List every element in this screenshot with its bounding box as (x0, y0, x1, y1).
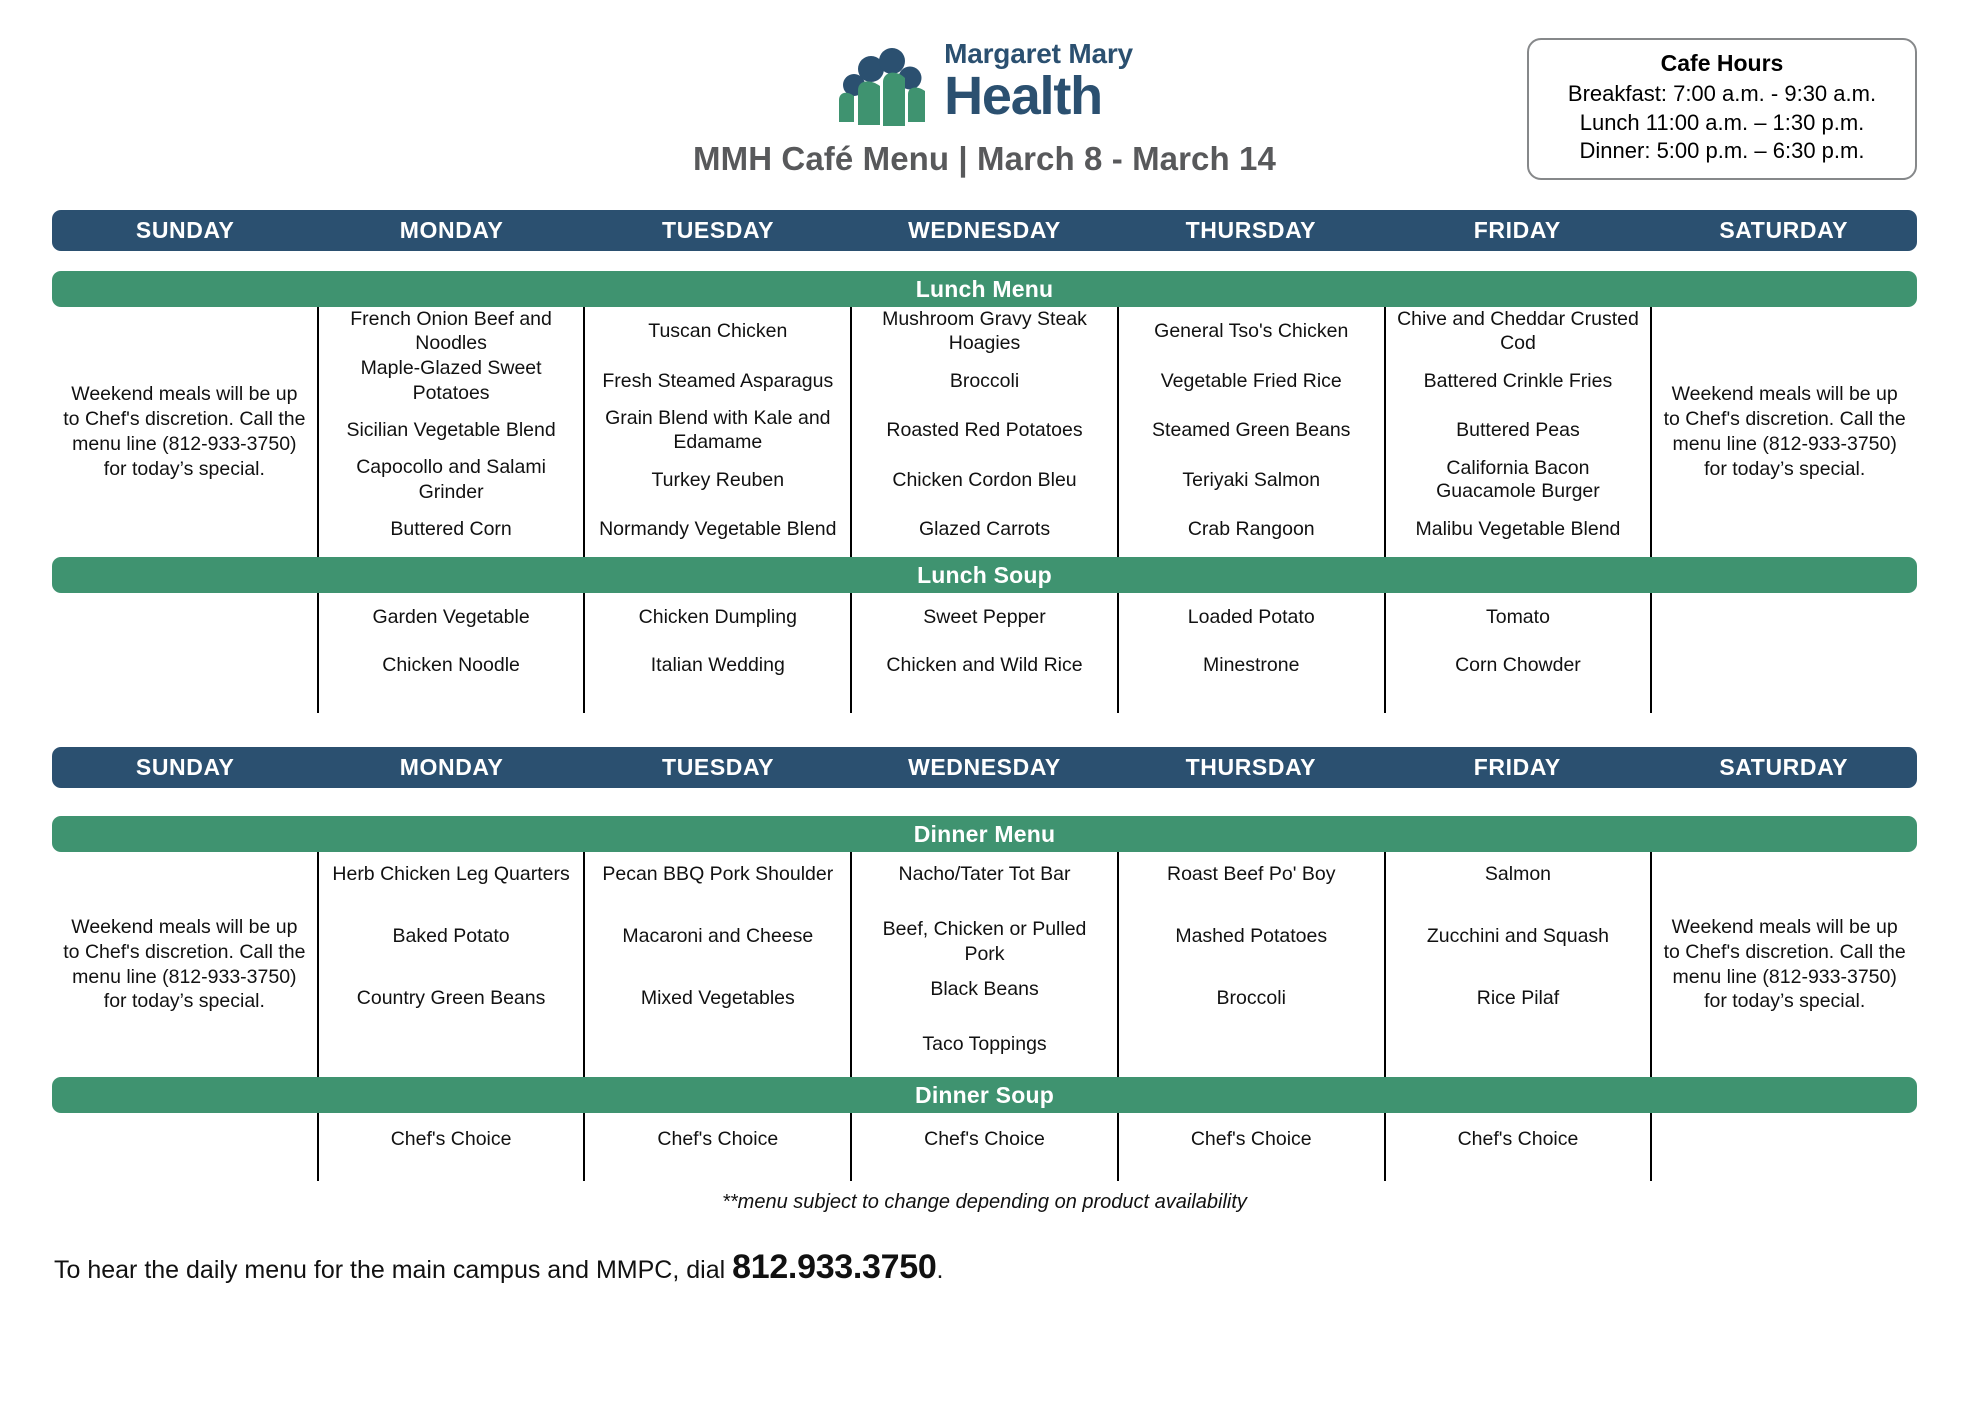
lunch-soup-row (52, 593, 1917, 713)
menu-item: Sicilian Vegetable Blend (346, 419, 556, 442)
menu-item: Malibu Vegetable Blend (1415, 518, 1621, 541)
brand-name-top: Margaret Mary (944, 37, 1133, 69)
menu-item: Chicken and Wild Rice (886, 653, 1083, 676)
brand-block (605, 34, 1365, 178)
menu-item: Salmon (1484, 863, 1552, 885)
menu-item: Crab Rangoon (1187, 518, 1315, 541)
dinner-soup-cell-sunday (52, 1113, 317, 1181)
lunch-items-tuesday (594, 307, 841, 557)
lunch-soup-cell-monday (317, 593, 586, 713)
menu-item: Tuscan Chicken (648, 320, 788, 343)
day-header-row-bottom (52, 747, 1917, 788)
menu-item: Glazed Carrots (918, 518, 1051, 541)
dinner-soup-cell-thursday (1119, 1113, 1386, 1181)
menu-item: Chef's Choice (1457, 1127, 1579, 1150)
dinner-cell-monday (317, 852, 586, 1077)
lunch-items-wednesday (861, 307, 1108, 557)
lunch-cell-sunday (52, 307, 317, 557)
menu-item: Grain Blend with Kale and Edamame (605, 407, 831, 453)
lunch-items-thursday (1128, 307, 1375, 557)
day-header-tuesday-2: TUESDAY (662, 754, 775, 780)
lunch-soup-cell-thursday (1119, 593, 1386, 713)
day-header-sunday-2: SUNDAY (135, 754, 235, 780)
dinner-soup-row (52, 1113, 1917, 1181)
lunch-cell-saturday (1652, 307, 1917, 557)
menu-item: Steamed Green Beans (1152, 419, 1351, 442)
menu-item: Country Green Beans (356, 987, 546, 1009)
dinner-items-monday (328, 852, 575, 1077)
menu-line-period: . (936, 1256, 944, 1284)
day-header-monday-2: MONDAY (399, 754, 504, 780)
menu-item: Corn Chowder (1455, 653, 1581, 676)
dinner-soup-cell-wednesday (852, 1113, 1119, 1181)
page-header (52, 0, 1917, 210)
day-header-monday: MONDAY (399, 217, 504, 243)
menu-item: Pecan BBQ Pork Shoulder (602, 863, 834, 885)
menu-item: Zucchini and Squash (1426, 925, 1610, 947)
dinner-soup-items-thursday (1128, 1113, 1375, 1181)
dinner-soup-items-monday (328, 1113, 575, 1181)
menu-item: General Tso's Chicken (1154, 320, 1349, 343)
menu-item: Taco Toppings (922, 1032, 1047, 1055)
dinner-soup-cell-monday (317, 1113, 586, 1181)
menu-line-footer (52, 1248, 1917, 1287)
menu-item: Mushroom Gravy Steak Hoagies (882, 308, 1087, 354)
menu-item: Nacho/Tater Tot Bar (898, 863, 1071, 885)
cafe-hours-title: Cafe Hours (1660, 50, 1784, 76)
menu-item: Fresh Steamed Asparagus (602, 369, 834, 392)
lunch-cell-thursday (1119, 307, 1386, 557)
lunch-soup-cell-saturday (1652, 593, 1917, 713)
menu-item: Chef's Choice (657, 1127, 779, 1150)
brand-row (605, 34, 1365, 130)
menu-item: Battered Crinkle Fries (1423, 369, 1613, 392)
cafe-hours-breakfast: Breakfast: 7:00 a.m. - 9:30 a.m. (1567, 81, 1877, 106)
menu-item: Mashed Potatoes (1175, 925, 1328, 947)
menu-item: Chive and Cheddar Crusted Cod (1397, 308, 1639, 354)
menu-item: Capocollo and Salami Grinder (356, 456, 546, 504)
lunch-soup-items-tuesday (594, 593, 841, 713)
menu-item: Chef's Choice (390, 1127, 512, 1150)
dinner-items-tuesday (594, 852, 841, 1077)
menu-item: Normandy Vegetable Blend (599, 518, 837, 541)
section-bar-dinner-menu: Dinner Menu (52, 816, 1917, 852)
dinner-soup-cell-tuesday (585, 1113, 852, 1181)
weekend-note-dinner-sunday: Weekend meals will be up to Chef's discretion. Call the menu line (812-933-3750) for today’s special. (63, 915, 306, 1013)
page-title: MMH Café Menu | March 8 - March 14 (693, 140, 1276, 177)
brand-wordmark (944, 37, 1133, 126)
menu-item: Broccoli (1216, 987, 1286, 1009)
section-bar-lunch-soup: Lunch Soup (52, 557, 1917, 593)
lunch-soup-items-friday (1395, 593, 1642, 713)
menu-item: Teriyaki Salmon (1182, 468, 1321, 491)
menu-item: Mixed Vegetables (640, 987, 795, 1009)
dinner-items-thursday (1128, 852, 1375, 1077)
menu-item: Beef, Chicken or Pulled Pork (882, 918, 1087, 965)
lunch-soup-items-wednesday (861, 593, 1108, 713)
menu-item: Chicken Noodle (382, 653, 520, 676)
menu-item: Broccoli (949, 369, 1020, 392)
lunch-menu-row (52, 307, 1917, 557)
menu-item: Maple-Glazed Sweet Potatoes (360, 357, 542, 405)
dinner-cell-saturday (1652, 852, 1917, 1077)
menu-item: Vegetable Fried Rice (1160, 369, 1342, 392)
menu-item: Turkey Reuben (651, 468, 785, 491)
people-group-logo-icon (836, 38, 928, 126)
lunch-cell-tuesday (585, 307, 852, 557)
lunch-soup-cell-friday (1386, 593, 1653, 713)
day-header-wednesday-2: WEDNESDAY (908, 754, 1061, 780)
menu-line-phone: 812.933.3750 (732, 1248, 937, 1286)
lunch-cell-wednesday (852, 307, 1119, 557)
cafe-hours-dinner: Dinner: 5:00 p.m. – 6:30 p.m. (1579, 138, 1865, 164)
menu-item: California Bacon Guacamole Burger (1436, 456, 1600, 503)
cafe-hours-box (1527, 38, 1917, 180)
menu-item: Tomato (1485, 605, 1550, 628)
section-bar-lunch-menu: Lunch Menu (52, 271, 1917, 307)
dinner-cell-friday (1386, 852, 1653, 1077)
dinner-soup-cell-friday (1386, 1113, 1653, 1181)
menu-item: Chef's Choice (1190, 1127, 1312, 1150)
dinner-cell-wednesday (852, 852, 1119, 1077)
dinner-menu-row (52, 852, 1917, 1077)
menu-item: Roast Beef Po' Boy (1166, 863, 1336, 885)
dinner-soup-items-friday (1395, 1113, 1642, 1181)
menu-item: Garden Vegetable (372, 605, 530, 628)
day-header-sunday: SUNDAY (135, 217, 235, 243)
lunch-soup-cell-wednesday (852, 593, 1119, 713)
menu-item: Rice Pilaf (1476, 987, 1560, 1009)
day-header-friday: FRIDAY (1473, 217, 1561, 243)
day-header-saturday-2: SATURDAY (1719, 754, 1849, 780)
dinner-soup-items-tuesday (594, 1113, 841, 1181)
day-header-wednesday: WEDNESDAY (908, 217, 1061, 243)
lunch-soup-cell-tuesday (585, 593, 852, 713)
lunch-cell-friday (1386, 307, 1653, 557)
weekend-note-lunch-saturday: Weekend meals will be up to Chef's discretion. Call the menu line (812-933-3750) for today’s special. (1663, 383, 1906, 480)
day-header-thursday-2: THURSDAY (1185, 754, 1317, 780)
day-header-thursday: THURSDAY (1185, 217, 1317, 243)
dinner-soup-items-wednesday (861, 1113, 1108, 1181)
lunch-soup-items-thursday (1128, 593, 1375, 713)
menu-item: Italian Wedding (650, 653, 785, 676)
menu-item: Minestrone (1203, 653, 1300, 676)
lunch-soup-cell-sunday (52, 593, 317, 713)
menu-item: Loaded Potato (1187, 605, 1315, 628)
weekend-note-dinner-saturday: Weekend meals will be up to Chef's discretion. Call the menu line (812-933-3750) for today’s special. (1663, 915, 1906, 1013)
menu-item: French Onion Beef and Noodles (350, 308, 552, 354)
menu-item: Chef's Choice (924, 1127, 1045, 1150)
dinner-items-friday (1395, 852, 1642, 1077)
menu-line-text: To hear the daily menu for the main campus and MMPC, dial (54, 1256, 733, 1284)
lunch-items-monday (328, 307, 575, 557)
day-header-saturday: SATURDAY (1719, 217, 1849, 243)
menu-item: Macaroni and Cheese (622, 925, 814, 947)
menu-item: Buttered Peas (1456, 419, 1580, 442)
cafe-hours-lunch: Lunch 11:00 a.m. – 1:30 p.m. (1579, 109, 1865, 135)
day-header-tuesday: TUESDAY (662, 217, 775, 243)
lunch-soup-items-monday (328, 593, 575, 713)
dinner-cell-sunday (52, 852, 317, 1077)
lunch-cell-monday (317, 307, 586, 557)
menu-disclaimer: **menu subject to change depending on product availability (722, 1191, 1247, 1213)
day-header-row-top (52, 210, 1917, 251)
dinner-soup-cell-saturday (1652, 1113, 1917, 1181)
menu-item: Herb Chicken Leg Quarters (332, 863, 570, 885)
menu-item: Chicken Cordon Bleu (892, 468, 1077, 491)
menu-item: Baked Potato (392, 925, 510, 947)
menu-item: Roasted Red Potatoes (886, 419, 1083, 442)
brand-name-bottom: Health (944, 65, 1102, 126)
weekend-note-lunch-sunday: Weekend meals will be up to Chef's discretion. Call the menu line (812-933-3750) for today’s special. (63, 383, 306, 480)
dinner-cell-tuesday (585, 852, 852, 1077)
lunch-items-friday (1395, 307, 1642, 557)
menu-item: Black Beans (930, 977, 1039, 1000)
dinner-items-wednesday (861, 852, 1108, 1077)
menu-item: Sweet Pepper (923, 605, 1046, 628)
menu-item: Buttered Corn (390, 518, 512, 541)
day-header-friday-2: FRIDAY (1473, 754, 1561, 780)
menu-item: Chicken Dumpling (638, 605, 797, 628)
section-bar-dinner-soup: Dinner Soup (52, 1077, 1917, 1113)
dinner-cell-thursday (1119, 852, 1386, 1077)
